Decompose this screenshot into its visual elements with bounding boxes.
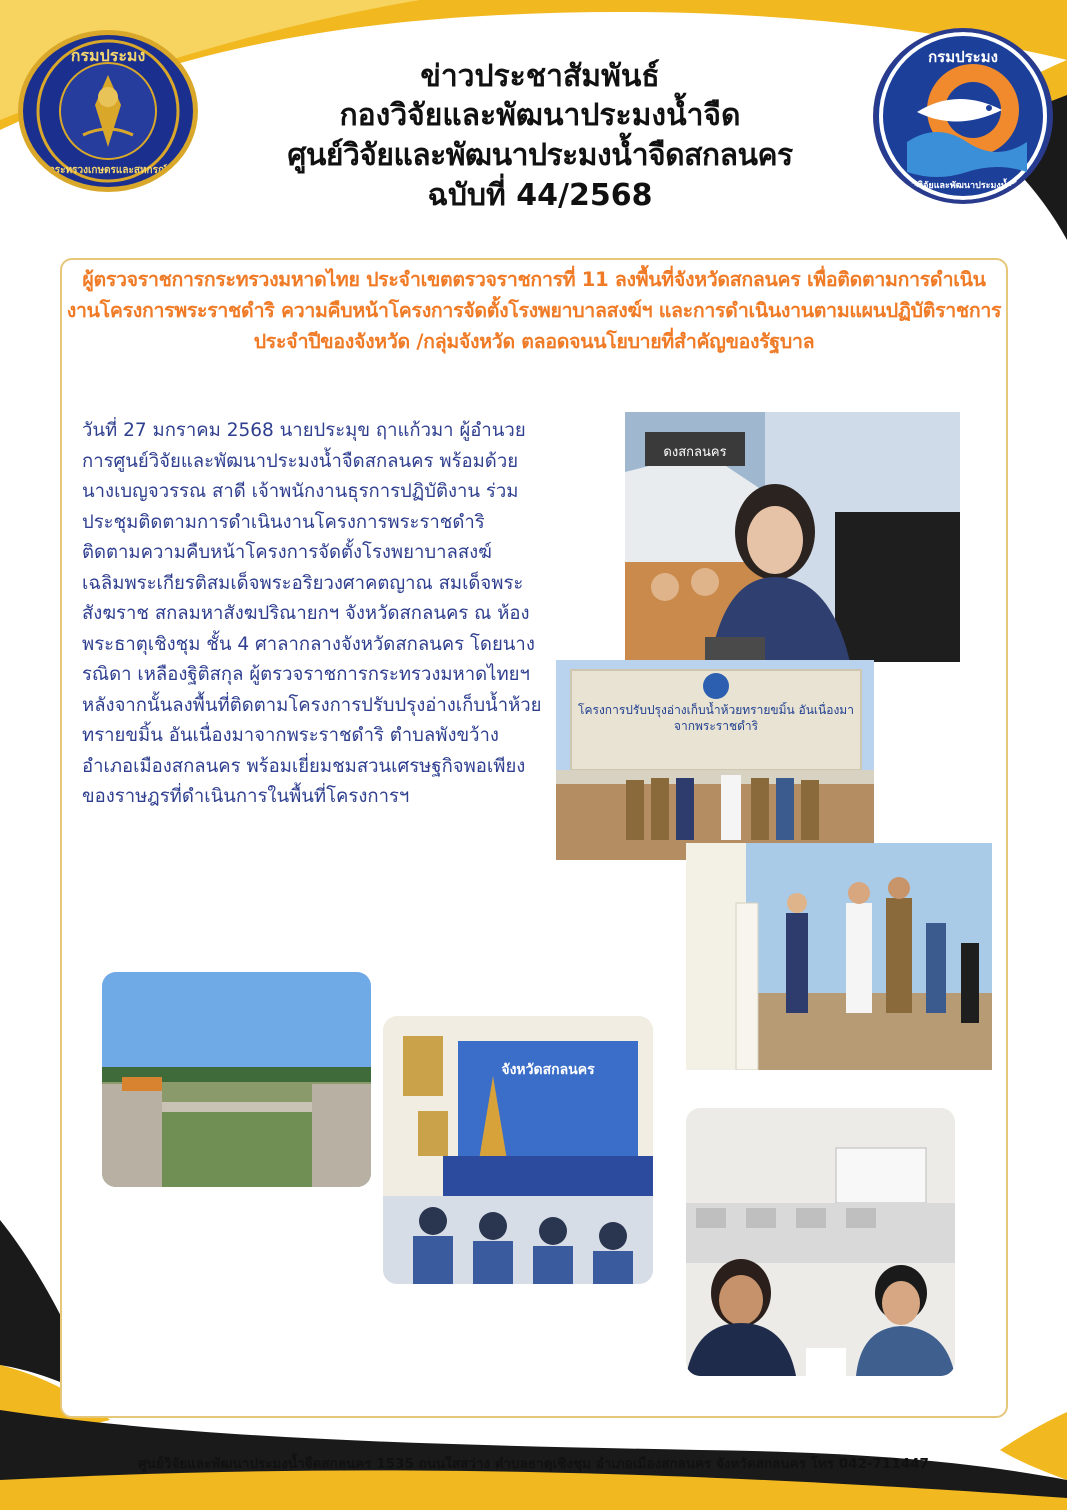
news-body: วันที่ 27 มกราคม 2568 นายประมุข ฤาแก้วมา ผู้อำนวยการศูนย์วิจัยและพัฒนาประมงน้ำจืดสกลนคร พร้อมด้วยนางเบญจวรรณ สาดี เจ้าพนักงานธุรการปฏิบัติงาน ร่วมประชุมติดตามการดำเนินงานโครงการพระราชดำริ ติดตามความคืบหน้าโครงการจัดตั้งโรงพยาบาลสงฆ์ เฉลิมพระเกียรติสมเด็จพระอริยวงศาคตญาณ สมเด็จพระสังฆราช สกลมหาสังฆปริณายกฯ จังหวัดสกลนคร ณ ห้องพระธาตุเชิงชุม ชั้น 4 ศาลากลางจังหวัดสกลนคร โดยนางรณิดา เหลืองฐิติสกุล ผู้ตรวจราชการกระทรวงมหาดไทยฯ หลังจากนั้นลงพื้นที่ติดตามโครงการปรับปรุงอ่างเก็บน้ำห้วยทรายขมิ้น อันเนื่องมาจากพระราชดำริ ตำบลพังขว้าง อำเภอเมืองสกลนคร พร้อมเยี่ยมชมสวนเศรษฐกิจพอเพียง ของราษฎรที่ดำเนินการในพื้นที่โครงการฯ — [82, 420, 542, 807]
press-release-header — [180, 58, 900, 216]
department-of-fisheries-seal — [18, 30, 198, 192]
logo-bottom-text: กองวิจัยและพัฒนาประมงน้ำจืด — [902, 181, 1024, 191]
photo-group-at-project-sign — [556, 660, 874, 860]
photo-provincial-meeting — [383, 1016, 653, 1284]
header-line-3: ศูนย์วิจัยและพัฒนาประมงน้ำจืดสกลนคร — [287, 138, 793, 173]
photo-field-visit — [686, 843, 992, 1070]
backdrop-sign-text: ดงสกลนคร — [663, 445, 727, 460]
photo-reservoir — [102, 972, 371, 1187]
meeting-screen-title: จังหวัดสกลนคร — [501, 1062, 595, 1078]
project-sign-text: โครงการปรับปรุงอ่างเก็บน้ำห้วยทรายขมิ้น อันเนื่องมาจากพระราชดำริ — [578, 703, 854, 733]
freshwater-fisheries-division-logo — [873, 28, 1053, 204]
photo-staff-attending — [686, 1108, 955, 1376]
header-issue-number: ฉบับที่ 44/2568 — [427, 178, 653, 213]
seal-bottom-text: กระทรวงเกษตรและสหกรณ์ — [48, 165, 168, 176]
photo-inspector-speaking — [625, 412, 960, 662]
header-line-1: ข่าวประชาสัมพันธ์ — [420, 59, 660, 94]
seal-top-text: กรมประมง — [70, 46, 146, 65]
footer-address: ศูนย์วิจัยและพัฒนาประมงน้ำจืดสกลนคร 1535 ถนนใสสว่าง ตำบลธาตุเชิงชุม อำเภอเมืองสกลนคร จังหวัดสกลนคร โทร 042-711447 — [138, 1456, 929, 1472]
header-line-2: กองวิจัยและพัฒนาประมงน้ำจืด — [339, 98, 741, 133]
news-headline: ผู้ตรวจราชการกระทรวงมหาดไทย ประจำเขตตรวจราชการที่ 11 ลงพื้นที่จังหวัดสกลนคร เพื่อติดตามการดำเนินงานโครงการพระราชดำริ ความคืบหน้าโครงการจัดตั้งโรงพยาบาลสงฆ์ฯ และการดำเนินงานตามแผนปฏิบัติราชการประจำปีของจังหวัด /กลุ่มจังหวัด ตลอดจนนโยบายที่สำคัญของรัฐบาล — [66, 268, 1002, 353]
logo-top-text: กรมประมง — [928, 48, 998, 66]
